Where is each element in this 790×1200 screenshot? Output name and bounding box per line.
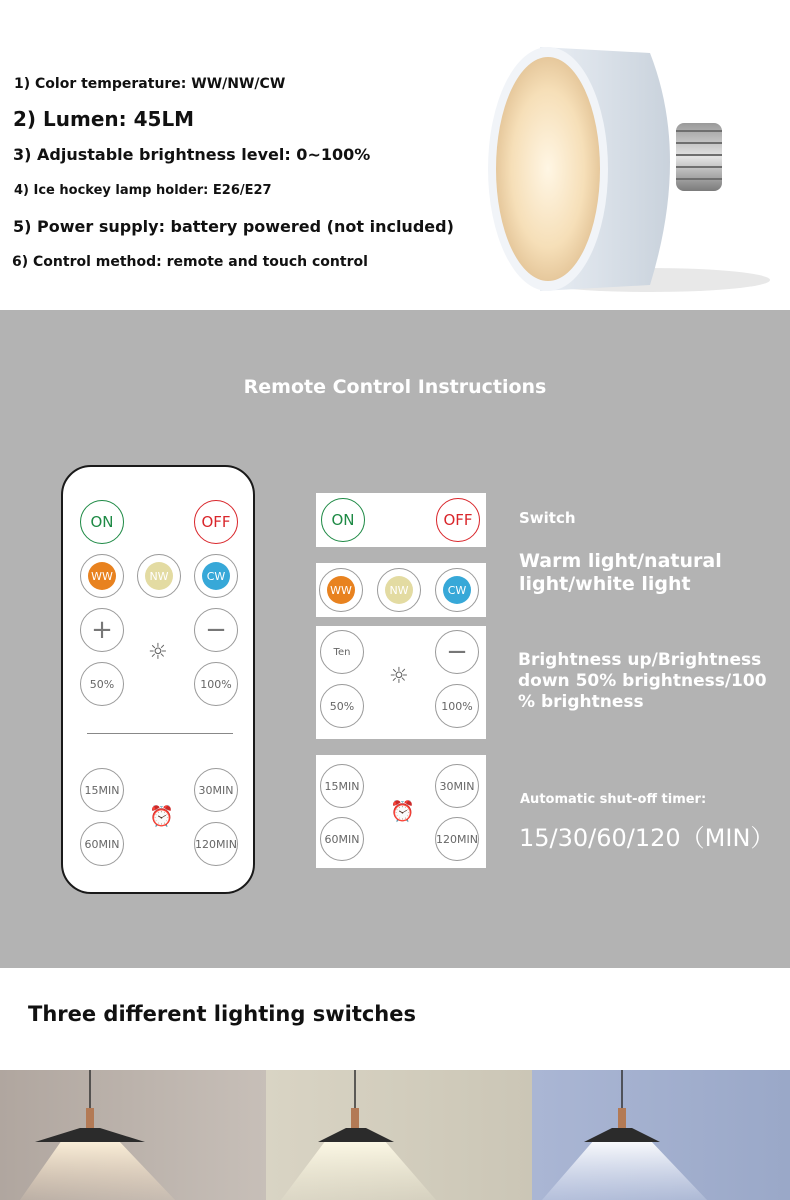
panel-ww-dot: WW: [327, 576, 355, 604]
panel-nw-button[interactable]: [377, 568, 421, 612]
sun-icon: ☼: [148, 640, 168, 665]
spec-power-supply: 5) Power supply: battery powered (not included): [13, 217, 454, 236]
warm-light-photo: [0, 1070, 266, 1200]
color-description-line-2: light/white light: [519, 573, 691, 595]
remote-30min-button[interactable]: 30MIN: [194, 768, 238, 812]
color-description: [519, 550, 722, 596]
remote-nw-button[interactable]: [137, 554, 181, 598]
panel-nw-dot: NW: [385, 576, 413, 604]
panel-60min-button[interactable]: 60MIN: [320, 817, 364, 861]
cool-light-photo: [532, 1070, 790, 1200]
remote-ww-button[interactable]: [80, 554, 124, 598]
spec-lamp-holder: 4) Ice hockey lamp holder: E26/E27: [14, 183, 272, 198]
panel-minus-icon: −: [446, 637, 468, 667]
alarm-clock-icon: ⏰: [149, 804, 174, 828]
specs-section: [0, 0, 790, 310]
color-panel: [316, 563, 486, 617]
remote-120min-button[interactable]: 120MIN: [194, 822, 238, 866]
panel-15min-button[interactable]: 15MIN: [320, 764, 364, 808]
panel-50-button[interactable]: 50%: [320, 684, 364, 728]
remote-100-button[interactable]: 100%: [194, 662, 238, 706]
panel-off-button[interactable]: OFF: [436, 498, 480, 542]
panel-alarm-clock-icon: ⏰: [390, 799, 415, 823]
timer-panel: [316, 755, 486, 868]
timer-values: 15/30/60/120（MIN）: [519, 824, 775, 852]
panel-ww-button[interactable]: [319, 568, 363, 612]
brightness-description-line-1: Brightness up/Brightness: [518, 650, 762, 670]
panel-120min-button[interactable]: 120MIN: [435, 817, 479, 861]
color-description-line-1: Warm light/natural: [519, 550, 722, 572]
panel-brightness-down-button[interactable]: [435, 630, 479, 674]
remote-off-button[interactable]: OFF: [194, 500, 238, 544]
panel-sun-icon: ☼: [389, 664, 409, 689]
brightness-description: [518, 650, 767, 713]
brightness-description-line-2: down 50% brightness/100: [518, 671, 767, 691]
remote-on-button[interactable]: ON: [80, 500, 124, 544]
brightness-panel: [316, 626, 486, 739]
minus-icon: −: [205, 615, 227, 645]
cw-dot: CW: [202, 562, 230, 590]
panel-cw-button[interactable]: [435, 568, 479, 612]
lighting-section: [0, 968, 790, 1200]
timer-label: Automatic shut-off timer:: [520, 792, 707, 807]
remote-brightness-down-button[interactable]: [194, 608, 238, 652]
switch-description: Switch: [519, 509, 576, 527]
remote-brightness-up-button[interactable]: [80, 608, 124, 652]
spec-control-method: 6) Control method: remote and touch control: [12, 254, 368, 270]
remote-instructions-section: [0, 310, 790, 968]
spec-lumen: 2) Lumen: 45LM: [13, 107, 195, 131]
remote-60min-button[interactable]: 60MIN: [80, 822, 124, 866]
panel-cw-dot: CW: [443, 576, 471, 604]
lamp-bulb-image: [480, 35, 780, 305]
section-title: Remote Control Instructions: [243, 376, 547, 398]
panel-30min-button[interactable]: 30MIN: [435, 764, 479, 808]
remote-divider: [87, 733, 233, 734]
panel-on-button[interactable]: ON: [321, 498, 365, 542]
panel-ten-button[interactable]: Ten: [320, 630, 364, 674]
remote-cw-button[interactable]: [194, 554, 238, 598]
spec-brightness: 3) Adjustable brightness level: 0~100%: [13, 145, 371, 164]
remote-control: [61, 465, 255, 894]
spec-color-temperature: 1) Color temperature: WW/NW/CW: [14, 76, 286, 92]
switch-panel: [316, 493, 486, 547]
panel-100-button[interactable]: 100%: [435, 684, 479, 728]
remote-50-button[interactable]: 50%: [80, 662, 124, 706]
lighting-title: Three different lighting switches: [28, 1002, 416, 1026]
ww-dot: WW: [88, 562, 116, 590]
plus-icon: +: [91, 615, 113, 645]
remote-15min-button[interactable]: 15MIN: [80, 768, 124, 812]
natural-light-photo: [266, 1070, 532, 1200]
brightness-description-line-3: % brightness: [518, 692, 644, 712]
nw-dot: NW: [145, 562, 173, 590]
